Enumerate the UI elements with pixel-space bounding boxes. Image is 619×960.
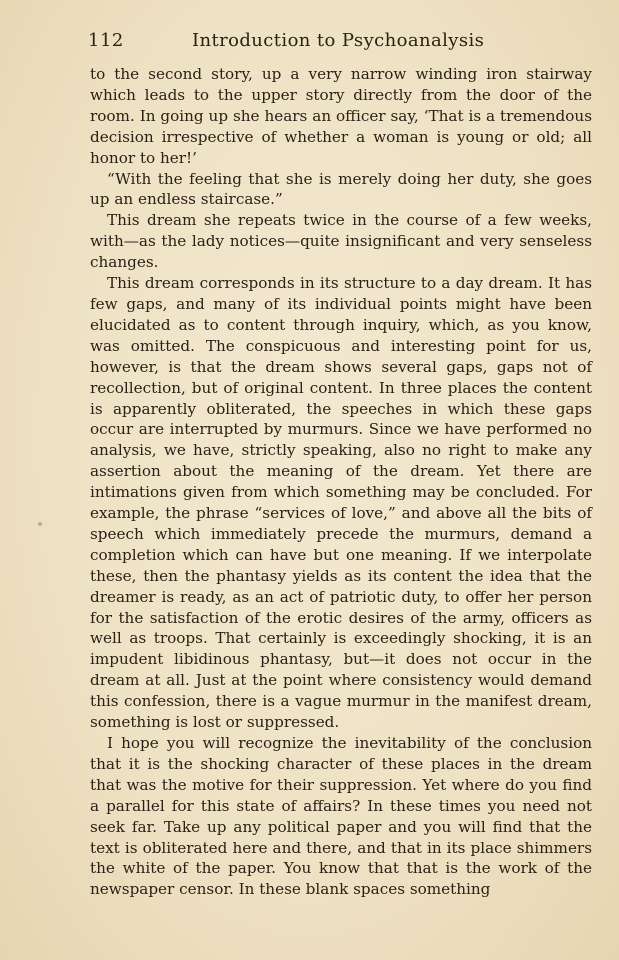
paragraph: “With the feeling that she is merely doing her duty, she goes up an endless staircase.” — [90, 169, 592, 209]
paragraph: I hope you will recognize the inevitability of the conclusion that it is the shocking character of these places in the dream that was the motive for their suppression. Yet where do you find a parallel for this state of affairs? In these times you need not seek far. Take up any political paper and you will find that the text is obliterated here and there, and that in its place shimmers the white of the paper. You know that that is the work of the newspaper censor. In these blank spaces something — [90, 734, 592, 899]
running-title: Introduction to Psychoanalysis — [192, 30, 485, 51]
page-header — [88, 30, 591, 56]
paragraph: This dream she repeats twice in the course of a few weeks, with—as the lady notices—quite insignificant and very senseless changes. — [90, 211, 592, 272]
paragraph: This dream corresponds in its structure to a day dream. It has few gaps, and many of its individual points might have been elucidated as to content through inquiry, which, as you know, was omitted. The conspicuous and interesting point for us, however, is that the dream shows several gaps, gaps not of recollection, but of original content. In three places the content is apparently obliterated, the speeches in which these gaps occur are interrupted by murmurs. Since we have performed no analysis, we have, strictly speaking, also no right to make any assertion about the meaning of the dream. Yet there are intimations given from which something may be concluded. For example, the phrase “services of love,” and above all the bits of speech which immediately precede the murmurs, demand a completion which can have but one meaning. If we interpolate these, then the phantasy yields as its content the idea that the dreamer is ready, as an act of patriotic duty, to offer her person for the satisfaction of the erotic desires of the army, officers as well as troops. That certainly is exceedingly shocking, it is an impudent libidinous phantasy, but—it does not occur in the dream at all. Just at the point where consistency would demand this confession, there is a vague murmur in the manifest dream, something is lost or suppressed. — [90, 274, 592, 732]
margin-speck — [38, 522, 42, 526]
paragraph: to the second story, up a very narrow winding iron stairway which leads to the upper story directly from the door of the room. In going up she hears an officer say, ‘That is a tremendous decision irrespective of whether a woman is young or old; all honor to her!’ — [90, 65, 592, 167]
page-number: 112 — [88, 30, 124, 51]
body-text — [90, 64, 592, 900]
